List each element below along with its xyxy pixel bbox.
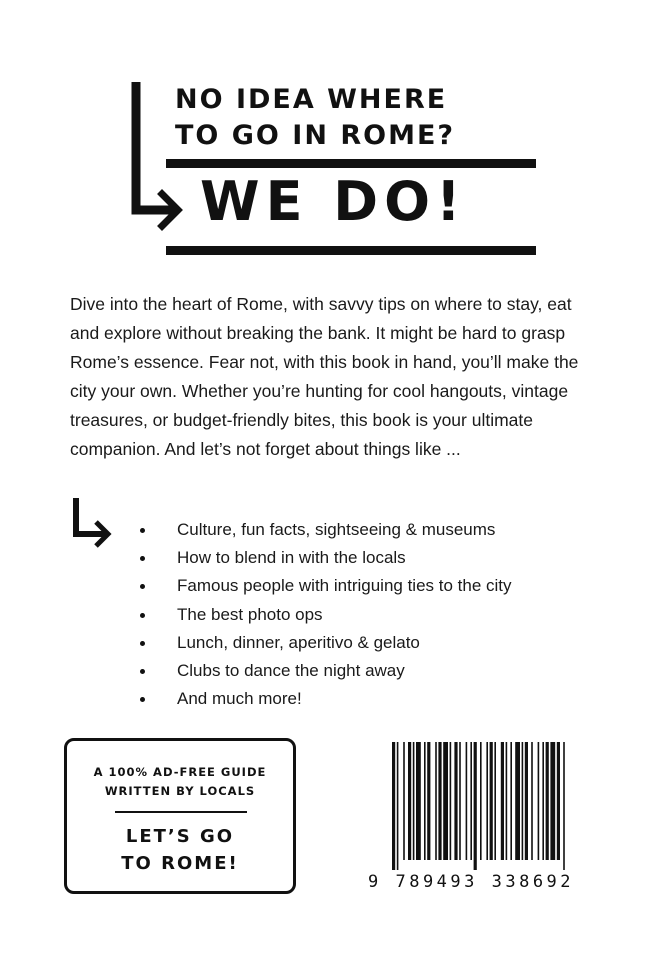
bullet-icon [140, 528, 145, 533]
barcode-bar [557, 742, 560, 860]
barcode-bars [368, 738, 580, 870]
barcode-bar [563, 742, 565, 870]
bullet-icon [140, 697, 145, 702]
headline-line-1: NO IDEA WHERE [175, 84, 448, 115]
barcode-bar [438, 742, 441, 860]
barcode-bar [494, 742, 496, 860]
barcode-bar [392, 742, 395, 870]
big-answer: WE DO! [200, 170, 467, 233]
barcode-bar [416, 742, 421, 860]
bullet-icon [140, 669, 145, 674]
barcode-bar [542, 742, 544, 860]
badge-line-1: A 100% AD-FREE GUIDE [93, 765, 267, 779]
headline-line-2: TO GO IN ROME? [175, 120, 456, 151]
barcode-bar [403, 742, 405, 860]
barcode-bar [413, 742, 415, 860]
bottom-rule [166, 246, 536, 255]
bullet-icon [140, 613, 145, 618]
barcode-bar [466, 742, 468, 860]
badge-cta-line-2: TO ROME! [121, 853, 239, 874]
bullet-icon [140, 556, 145, 561]
barcode-bar [427, 742, 430, 860]
barcode-bar [515, 742, 520, 860]
headline [175, 82, 555, 154]
badge-line-2: WRITTEN BY LOCALS [104, 784, 256, 798]
barcode-bar [454, 742, 457, 860]
barcode-bar [474, 742, 477, 870]
barcode-bar [443, 742, 448, 860]
list-arrow-icon [64, 494, 120, 550]
barcode-bar [546, 742, 549, 860]
barcode-bar [525, 742, 528, 860]
bullet-icon [140, 584, 145, 589]
barcode-bar [424, 742, 426, 860]
ad-free-badge [64, 738, 296, 894]
barcode-bar [408, 742, 411, 860]
barcode-bar [435, 742, 437, 860]
badge-cta [67, 823, 293, 877]
barcode-bar [470, 742, 472, 860]
isbn-number: 9 789493 338692 [368, 872, 575, 892]
badge-cta-line-1: LET’S GO [125, 826, 235, 847]
barcode-bar [459, 742, 461, 860]
barcode-bar [522, 742, 524, 860]
top-rule [166, 159, 536, 168]
barcode-bar [397, 742, 399, 870]
barcode-bar [480, 742, 482, 860]
barcode-bar [550, 742, 555, 860]
barcode-bar [531, 742, 533, 860]
barcode [368, 738, 580, 898]
badge-divider [115, 811, 247, 813]
barcode-bar [501, 742, 504, 860]
badge-subtitle [67, 763, 293, 801]
barcode-bar [490, 742, 493, 860]
bullet-icon [140, 641, 145, 646]
barcode-bar [510, 742, 512, 860]
barcode-bar [450, 742, 452, 860]
barcode-bar [538, 742, 540, 860]
intro-paragraph: Dive into the heart of Rome, with savvy tips on where to stay, eat and explore without breaking the bank. It might be hard to grasp Rome’s essence. Fear not, with this book in hand, you’ll make the city your own. Whether you’re hunting for cool hangouts, vintage treasures, or budget-friendly bites, this book is your ultimate companion. And let’s not forget about things like ... [70, 294, 579, 459]
barcode-bar [486, 742, 488, 860]
barcode-bar [506, 742, 508, 860]
